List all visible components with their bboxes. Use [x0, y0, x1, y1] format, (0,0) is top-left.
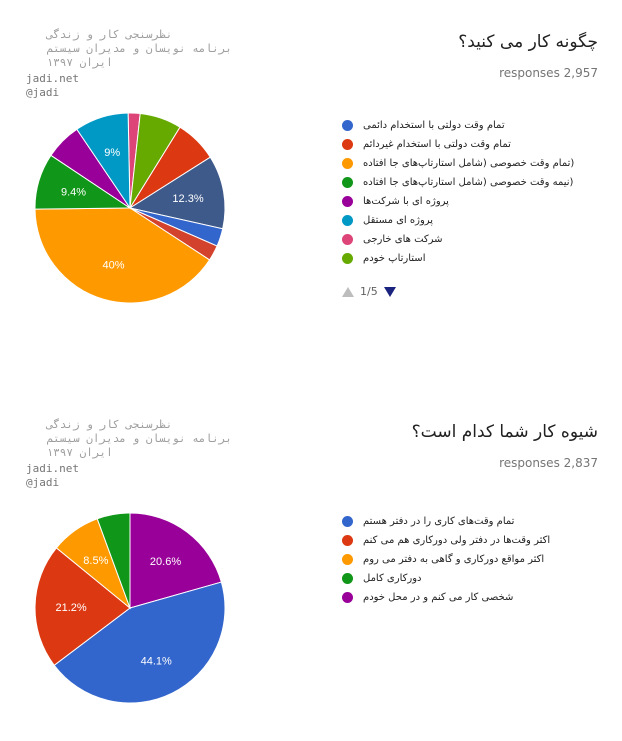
legend-item[interactable] — [342, 249, 612, 268]
slice-value-label: 8.5% — [83, 555, 109, 568]
legend-item[interactable] — [342, 230, 612, 249]
watermark-line: نظرسنجی کار و زندگی — [46, 418, 173, 431]
slice-value-label: 44.1% — [140, 655, 172, 668]
legend-item[interactable] — [342, 116, 612, 135]
chart-panel-work-type — [0, 0, 622, 351]
credit-site: jadi.net — [26, 462, 79, 475]
slice-value-label: 21.2% — [55, 601, 87, 614]
pager-next-icon[interactable] — [384, 287, 396, 297]
legend-label: پروژه ای مستقل — [363, 215, 434, 226]
legend-swatch — [342, 120, 353, 131]
slice-value-label: 40% — [102, 259, 125, 272]
legend-item[interactable] — [342, 512, 612, 531]
watermark-line: برنامه نویسان و مدیران سیستم — [46, 432, 232, 445]
legend-label: دورکاری کامل — [363, 573, 422, 584]
legend-item[interactable] — [342, 211, 612, 230]
legend-swatch — [342, 215, 353, 226]
legend-item[interactable] — [342, 588, 612, 607]
legend-label: اکثر مواقع دورکاری و گاهی به دفتر می روم — [363, 554, 545, 565]
legend-item[interactable] — [342, 173, 612, 192]
credit-handle: @jadi — [26, 476, 60, 489]
question-title: شیوه کار شما کدام است؟ — [411, 422, 598, 442]
legend — [342, 512, 612, 607]
legend-label: تمام وقت دولتی با استخدام دائمی — [363, 120, 505, 131]
legend-swatch — [342, 516, 353, 527]
pie-chart — [30, 108, 230, 308]
question-title: چگونه کار می کنید؟ — [458, 32, 598, 52]
legend-pager — [342, 285, 396, 298]
legend-label: پروژه ای با شرکت‌ها — [363, 196, 449, 207]
legend-label: تمام وقت دولتی با استخدام غیردائم — [363, 139, 511, 150]
pager-prev-icon[interactable] — [342, 287, 354, 297]
legend-swatch — [342, 573, 353, 584]
legend-label: (نیمه وقت خصوصی (شامل استارتاپ‌های جا افتاده — [363, 177, 574, 188]
watermark-line: برنامه نویسان و مدیران سیستم — [46, 42, 232, 55]
legend-label: شرکت های خارجی — [363, 234, 443, 245]
legend-swatch — [342, 535, 353, 546]
legend-item[interactable] — [342, 192, 612, 211]
legend-swatch — [342, 592, 353, 603]
watermark-line: ایران ۱۳۹۷ — [46, 446, 113, 459]
legend-swatch — [342, 196, 353, 207]
pie-chart — [30, 508, 230, 708]
legend-item[interactable] — [342, 154, 612, 173]
watermark — [47, 418, 232, 460]
legend-swatch — [342, 234, 353, 245]
credits — [26, 462, 79, 490]
legend-item[interactable] — [342, 569, 612, 588]
legend-label: اکثر وقت‌ها در دفتر ولی دورکاری هم می کنم — [363, 535, 551, 546]
slice-value-label: 9.4% — [60, 186, 87, 199]
legend-label: استارتاپ خودم — [363, 253, 426, 264]
slice-value-label: 12.3% — [172, 192, 204, 205]
legend-swatch — [342, 139, 353, 150]
legend-swatch — [342, 158, 353, 169]
pager-text: 1/5 — [360, 285, 378, 298]
responses-count: responses 2,837 — [499, 456, 598, 470]
watermark-line: نظرسنجی کار و زندگی — [46, 28, 173, 41]
slice-value-label: 20.6% — [149, 556, 182, 569]
legend-item[interactable] — [342, 550, 612, 569]
watermark — [47, 28, 232, 70]
legend-swatch — [342, 554, 353, 565]
legend-label: شخصی کار می کنم و در محل خودم — [363, 592, 514, 603]
legend-label: (تمام وقت خصوصی (شامل استارتاپ‌های جا افتاده — [363, 158, 575, 169]
legend-label: تمام وقت‌های کاری را در دفتر هستم — [363, 516, 515, 527]
credits — [26, 72, 79, 100]
credit-site: jadi.net — [26, 72, 79, 85]
watermark-line: ایران ۱۳۹۷ — [46, 56, 113, 69]
slice-value-label: 9% — [104, 146, 121, 159]
responses-count: responses 2,957 — [499, 66, 598, 80]
chart-panel-work-style — [0, 390, 622, 741]
legend — [342, 116, 612, 268]
legend-swatch — [342, 253, 353, 264]
legend-item[interactable] — [342, 531, 612, 550]
credit-handle: @jadi — [26, 86, 60, 99]
legend-swatch — [342, 177, 353, 188]
legend-item[interactable] — [342, 135, 612, 154]
